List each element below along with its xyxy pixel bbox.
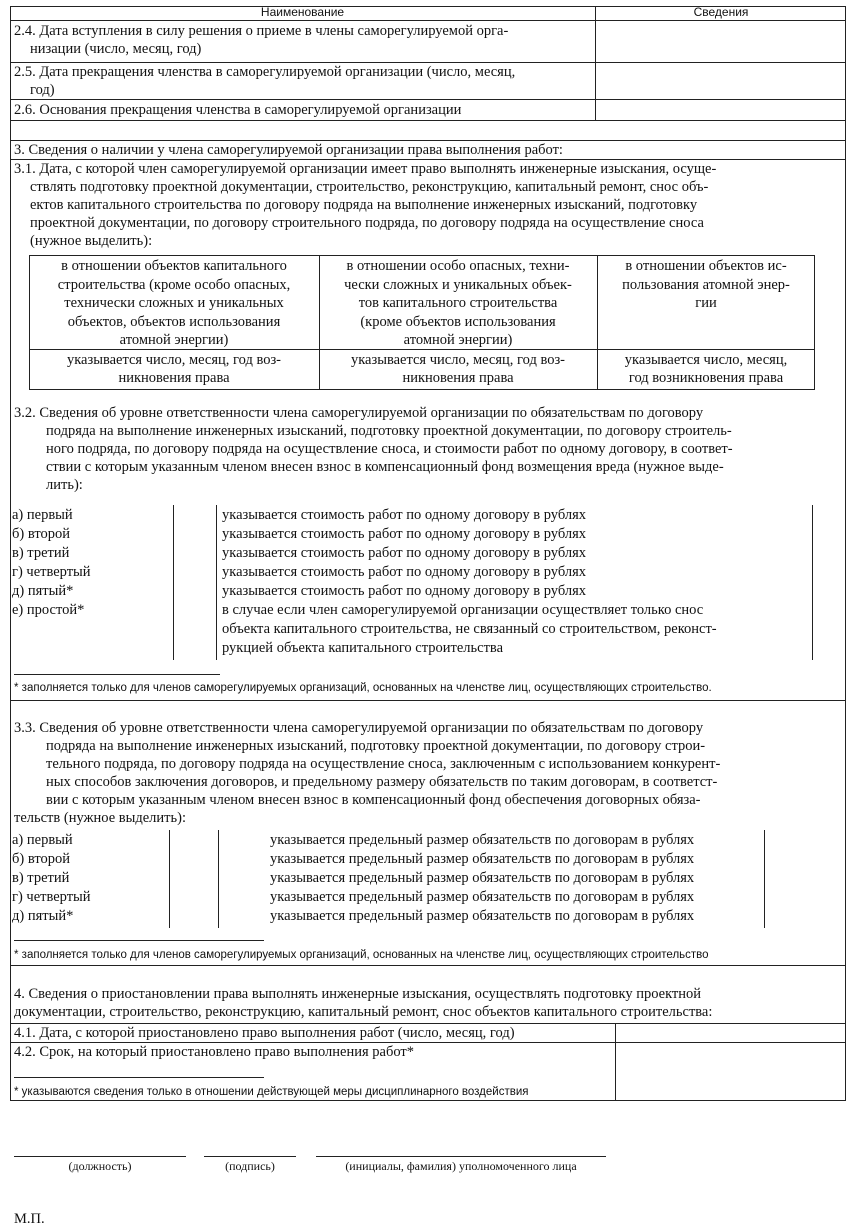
footnote-4: * указываются сведения только в отношении действующей меры дисциплинарного воздействия xyxy=(14,1086,529,1098)
inner-col1-l5: атомной энергии) xyxy=(119,332,229,348)
level-3-2-label-5: д) пятый* xyxy=(12,583,74,599)
inner-col2-l3: тов капитального строительства xyxy=(358,295,558,311)
inner-r2-col2-l1: указывается число, месяц, год воз- xyxy=(350,352,566,368)
para-3-2-l3: ного подряда, по договору подряда на осуществление сноса, и стоимости работ по одному договору, в соответ- xyxy=(46,441,733,457)
inner-col2-l5: атомной энергии) xyxy=(403,332,513,348)
inner-col3-l3: гии xyxy=(695,295,717,311)
para-3-2-l2: подряда на выполнение инженерных изысканий, подготовку проектной документации, по договору строитель- xyxy=(46,423,732,439)
inner-r2-col3 xyxy=(598,351,814,387)
section4-title-l1: 4. Сведения о приостановлении права выполнять инженерные изыскания, осуществлять подготовку проектной xyxy=(14,986,702,1002)
para-3-2-l4: ствии с которым указанным членом внесен взнос в компенсационный фонд возмещения вреда (нужное выде- xyxy=(46,459,724,475)
para-3-3 xyxy=(14,719,844,827)
section4-title-l2: документации, строительство, реконструкцию, капитальный ремонт, снос объектов капитального строительства: xyxy=(14,1004,713,1020)
inner-col1-l4: объектов, объектов использования xyxy=(67,313,281,330)
para-3-2-l1: 3.2. Сведения об уровне ответственности члена саморегулируемой организации по обязательствам по договору xyxy=(14,405,704,421)
inner-col2-l1: в отношении особо опасных, техни- xyxy=(346,258,570,274)
para-3-3-l5: вии с которым указанным членом внесен взнос в компенсационный фонд обеспечения договорных обяза- xyxy=(46,792,701,808)
inner-col2-l2: чески сложных и уникальных объек- xyxy=(344,276,572,293)
para-3-1 xyxy=(14,160,844,250)
row-2-4-line2: низации (число, месяц, год) xyxy=(30,41,202,57)
row-2-5-line2: год) xyxy=(30,82,55,98)
inner-col1-l1: в отношении объектов капитального xyxy=(61,258,287,274)
para-3-3-l3: тельного подряда, по договору подряда на осуществление сноса, заключенным с использованием конкурент- xyxy=(46,756,721,772)
level-3-3-value-3: указывается предельный размер обязательств по договорам в рублях xyxy=(270,870,695,886)
level-3-2-value-4: указывается стоимость работ по одному договору в рублях xyxy=(222,564,587,580)
inner-r2-col3-l1: указывается число, месяц, xyxy=(624,352,788,368)
level-3-2-value-6: в случае если член саморегулируемой организации осуществляет только снос xyxy=(222,602,704,618)
level-3-3-label-5: д) пятый* xyxy=(12,908,74,924)
para-3-1-l3: ектов капитального строительства по договору подряда на выполнение инженерных изысканий, подготовку xyxy=(30,197,698,213)
para-3-1-l1: 3.1. Дата, с которой член саморегулируемой организации имеет право выполнять инженерные изыскания, осуще- xyxy=(14,161,717,177)
footnote-3-2: * заполняется только для членов саморегулируемых организаций, основанных на членстве лиц, осуществляющих строительство. xyxy=(14,682,712,694)
level-3-3-label-3: в) третий xyxy=(12,870,70,886)
para-3-2-l5: лить): xyxy=(46,477,83,493)
inner-r2-col1 xyxy=(30,351,318,387)
level-3-3-value-4: указывается предельный размер обязательств по договорам в рублях xyxy=(270,889,695,905)
header-info: Сведения xyxy=(693,5,749,19)
inner-r2-col2-l2: никновения права xyxy=(402,370,514,386)
level-3-3-label-1: а) первый xyxy=(12,832,73,848)
level-3-2-label-4: г) четвертый xyxy=(12,564,91,580)
row-2-4 xyxy=(14,22,594,58)
section3-title: 3. Сведения о наличии у члена саморегулируемой организации права выполнения работ: xyxy=(14,142,563,158)
signature-position-caption: (должность) xyxy=(68,1159,132,1173)
level-3-3-label-4: г) четвертый xyxy=(12,889,91,905)
level-3-2-value-5: указывается стоимость работ по одному договору в рублях xyxy=(222,583,587,599)
level-3-3-value-5: указывается предельный размер обязательств по договорам в рублях xyxy=(270,908,695,924)
para-3-1-l4: проектной документации, по договору строительного подряда, по договору подряда на осуществление сноса xyxy=(30,215,704,231)
row-4-2: 4.2. Срок, на который приостановлено право выполнения работ* xyxy=(14,1044,414,1060)
row-2-5 xyxy=(14,63,594,99)
inner-col3 xyxy=(598,257,814,313)
para-3-3-l1: 3.3. Сведения об уровне ответственности члена саморегулируемой организации по обязательствам по договору xyxy=(14,720,704,736)
level-3-3-value-2: указывается предельный размер обязательств по договорам в рублях xyxy=(270,851,695,867)
row-2-6: 2.6. Основания прекращения членства в саморегулируемой организации xyxy=(14,102,462,118)
level-3-2-value-2: указывается стоимость работ по одному договору в рублях xyxy=(222,526,587,542)
signature-sign-caption: (подпись) xyxy=(225,1159,275,1173)
inner-col2-l4: (кроме объектов использования xyxy=(360,313,556,330)
level-3-2-value-3: указывается стоимость работ по одному договору в рублях xyxy=(222,545,587,561)
inner-col1 xyxy=(30,257,318,350)
level-3-2-label-2: б) второй xyxy=(12,526,70,542)
para-3-3-l2: подряда на выполнение инженерных изысканий, подготовку проектной документации, по договору строи- xyxy=(46,738,706,754)
level-3-2-extra-1: объекта капитального строительства, не связанный со строительством, реконст- xyxy=(222,621,717,637)
row-4-1: 4.1. Дата, с которой приостановлено право выполнения работ (число, месяц, год) xyxy=(14,1025,515,1041)
level-3-2-label-1: а) первый xyxy=(12,507,73,523)
section4-title xyxy=(14,985,844,1021)
signature-name-caption: (инициалы, фамилия) уполномоченного лица xyxy=(345,1159,577,1173)
level-3-2-label-6: е) простой* xyxy=(12,602,85,618)
level-3-2-label-3: в) третий xyxy=(12,545,70,561)
row-2-5-line1: 2.5. Дата прекращения членства в саморегулируемой организации (число, месяц, xyxy=(14,64,516,80)
level-3-3-value-1: указывается предельный размер обязательств по договорам в рублях xyxy=(270,832,695,848)
inner-col3-l1: в отношении объектов ис- xyxy=(625,258,787,274)
para-3-1-l5: (нужное выделить): xyxy=(30,233,153,249)
level-3-2-value-1: указывается стоимость работ по одному договору в рублях xyxy=(222,507,587,523)
inner-col1-l3: технически сложных и уникальных xyxy=(64,295,284,311)
inner-r2-col3-l2: год возникновения права xyxy=(628,370,784,386)
inner-col2 xyxy=(320,257,596,350)
footnote-3-3: * заполняется только для членов саморегулируемых организаций, основанных на членстве лиц, осуществляющих строительство xyxy=(14,949,709,961)
header-name: Наименование xyxy=(260,5,345,19)
para-3-2 xyxy=(14,404,844,494)
inner-r2-col2 xyxy=(320,351,596,387)
row-2-4-line1: 2.4. Дата вступления в силу решения о приеме в члены саморегулируемой орга- xyxy=(14,23,509,39)
inner-col3-l2: пользования атомной энер- xyxy=(622,276,790,293)
para-3-1-l2: ствлять подготовку проектной документации, строительство, реконструкцию, капитальный ремонт, снос объ- xyxy=(30,179,709,195)
stamp-place: М.П. xyxy=(14,1211,45,1227)
inner-col1-l2: строительства (кроме особо опасных, xyxy=(57,276,291,293)
inner-r2-col1-l2: никновения права xyxy=(118,370,230,386)
level-3-3-label-2: б) второй xyxy=(12,851,70,867)
para-3-3-l4: ных способов заключения договоров, и предельному размеру обязательств по таким договорам, в соответст- xyxy=(46,774,718,790)
para-3-3-l6: тельств (нужное выделить): xyxy=(14,810,186,826)
inner-r2-col1-l1: указывается число, месяц, год воз- xyxy=(66,352,282,368)
level-3-2-extra-2: рукцией объекта капитального строительства xyxy=(222,640,504,656)
